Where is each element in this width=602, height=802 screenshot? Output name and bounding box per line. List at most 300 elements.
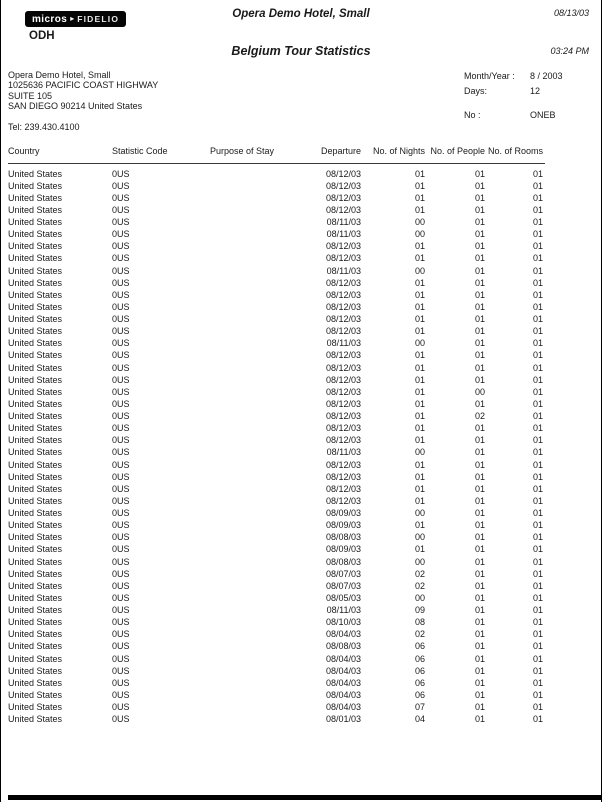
cell-nights: 00 [414, 338, 425, 349]
cell-departure: 08/12/03 [325, 180, 361, 191]
table-row [8, 701, 543, 713]
table-row [8, 592, 543, 604]
cell-departure: 08/12/03 [325, 459, 361, 470]
cell-statistic-code: 0US [112, 217, 130, 227]
cell-country: United States [8, 241, 63, 252]
cell-country: United States [8, 641, 63, 652]
table-row [8, 410, 543, 422]
column-header-purpose-of-stay: Purpose of Stay [210, 146, 275, 156]
cell-statistic-code: 0US [112, 265, 130, 276]
table-body [8, 168, 543, 726]
cell-purpose-of-stay [210, 519, 318, 531]
cell-rooms: 01 [532, 411, 543, 421]
cell-rooms: 01 [532, 253, 543, 264]
cell-nights: 01 [414, 495, 425, 506]
cell-people: 01 [474, 435, 485, 446]
cell-departure: 08/05/03 [325, 592, 361, 603]
cell-rooms: 01 [532, 241, 543, 252]
cell-statistic-code: 0US [112, 168, 130, 179]
cell-nights: 00 [414, 217, 425, 227]
cell-departure: 08/12/03 [325, 435, 361, 446]
cell-departure: 08/08/03 [325, 641, 361, 652]
cell-country: United States [8, 350, 63, 361]
cell-purpose-of-stay [210, 689, 318, 701]
cell-people: 00 [474, 386, 485, 397]
cell-rooms: 01 [532, 702, 543, 712]
cell-country: United States [8, 447, 63, 458]
cell-purpose-of-stay [210, 592, 318, 604]
cell-departure: 08/12/03 [325, 277, 361, 288]
cell-rooms: 01 [532, 435, 543, 446]
cell-departure: 08/12/03 [325, 204, 361, 215]
report-title: Belgium Tour Statistics [231, 44, 371, 58]
cell-departure: 08/12/03 [325, 314, 361, 324]
cell-people: 01 [474, 629, 485, 640]
cell-rooms: 01 [532, 192, 543, 203]
column-header-departure: Departure [320, 146, 361, 156]
cell-rooms: 01 [532, 168, 543, 179]
table-row [8, 362, 543, 374]
cell-departure: 08/10/03 [325, 617, 361, 628]
cell-departure: 08/12/03 [325, 241, 361, 252]
table-row [8, 471, 543, 483]
table-row [8, 337, 543, 349]
cell-purpose-of-stay [210, 459, 318, 471]
page-bottom-bar [8, 795, 602, 800]
cell-nights: 00 [414, 532, 425, 543]
cell-people: 01 [474, 301, 485, 312]
cell-people: 01 [474, 265, 485, 276]
cell-departure: 08/12/03 [325, 301, 361, 312]
cell-purpose-of-stay [210, 192, 318, 204]
cell-rooms: 01 [532, 556, 543, 567]
table-row [8, 495, 543, 507]
cell-nights: 06 [414, 677, 425, 688]
cell-people: 01 [474, 447, 485, 458]
param-month-year-value: 8 / 2003 [530, 71, 563, 81]
cell-country: United States [8, 168, 63, 179]
cell-statistic-code: 0US [112, 483, 130, 494]
cell-departure: 08/11/03 [326, 338, 361, 349]
cell-nights: 01 [414, 544, 425, 555]
table-row [8, 168, 543, 180]
cell-rooms: 01 [532, 689, 543, 700]
cell-people: 01 [474, 568, 485, 579]
cell-country: United States [8, 495, 63, 506]
cell-purpose-of-stay [210, 556, 318, 568]
cell-departure: 08/12/03 [325, 362, 361, 373]
cell-statistic-code: 0US [112, 641, 130, 652]
cell-country: United States [8, 180, 63, 191]
cell-purpose-of-stay [210, 252, 318, 264]
param-days-label: Days: [464, 86, 488, 96]
cell-rooms: 01 [532, 459, 543, 470]
cell-country: United States [8, 229, 63, 240]
param-days [464, 86, 599, 96]
cell-purpose-of-stay [210, 289, 318, 301]
cell-rooms: 01 [532, 374, 543, 385]
table-row [8, 240, 543, 252]
cell-departure: 08/12/03 [325, 350, 361, 361]
cell-rooms: 01 [532, 629, 543, 640]
cell-statistic-code: 0US [112, 495, 130, 506]
cell-country: United States [8, 665, 63, 676]
cell-nights: 01 [414, 423, 425, 434]
cell-nights: 06 [414, 665, 425, 676]
cell-purpose-of-stay [210, 604, 318, 616]
logo-micros-text: micros [32, 13, 68, 25]
cell-nights: 02 [414, 629, 425, 640]
cell-country: United States [8, 544, 63, 555]
cell-people: 01 [474, 217, 485, 227]
cell-country: United States [8, 326, 63, 337]
cell-purpose-of-stay [210, 386, 318, 398]
cell-country: United States [8, 459, 63, 470]
cell-statistic-code: 0US [112, 289, 130, 300]
cell-people: 01 [474, 338, 485, 349]
cell-statistic-code: 0US [112, 605, 130, 615]
cell-nights: 01 [414, 362, 425, 373]
cell-statistic-code: 0US [112, 362, 130, 373]
table-row [8, 446, 543, 458]
cell-rooms: 01 [532, 508, 543, 518]
table-row [8, 580, 543, 592]
param-days-value: 12 [530, 86, 541, 96]
report-time: 03:24 PM [550, 46, 589, 56]
cell-departure: 08/12/03 [325, 386, 361, 397]
cell-people: 01 [474, 289, 485, 300]
cell-country: United States [8, 629, 63, 640]
cell-people: 01 [474, 277, 485, 288]
table-row [8, 374, 543, 386]
cell-country: United States [8, 568, 63, 579]
cell-nights: 01 [414, 277, 425, 288]
table-row [8, 398, 543, 410]
cell-purpose-of-stay [210, 531, 318, 543]
cell-rooms: 01 [532, 447, 543, 458]
param-no [464, 110, 599, 120]
cell-statistic-code: 0US [112, 556, 130, 567]
page-left-border [0, 0, 1, 802]
column-header-no-of-rooms: No. of Rooms [487, 146, 543, 156]
cell-country: United States [8, 435, 63, 446]
cell-statistic-code: 0US [112, 350, 130, 361]
cell-rooms: 01 [532, 617, 543, 628]
table-header [8, 146, 543, 156]
cell-departure: 08/12/03 [325, 411, 361, 421]
cell-people: 01 [474, 362, 485, 373]
cell-rooms: 01 [532, 653, 543, 664]
cell-nights: 02 [414, 568, 425, 579]
cell-departure: 08/04/03 [325, 653, 361, 664]
cell-country: United States [8, 338, 63, 349]
cell-statistic-code: 0US [112, 374, 130, 385]
cell-country: United States [8, 580, 63, 591]
cell-statistic-code: 0US [112, 277, 130, 288]
cell-purpose-of-stay [210, 628, 318, 640]
cell-country: United States [8, 532, 63, 543]
cell-country: United States [8, 520, 63, 531]
cell-rooms: 01 [532, 568, 543, 579]
cell-rooms: 01 [532, 580, 543, 591]
cell-statistic-code: 0US [112, 338, 130, 349]
cell-statistic-code: 0US [112, 520, 130, 531]
cell-nights: 06 [414, 641, 425, 652]
cell-nights: 01 [414, 326, 425, 337]
cell-purpose-of-stay [210, 228, 318, 240]
cell-rooms: 01 [532, 265, 543, 276]
table-row [8, 653, 543, 665]
cell-nights: 02 [414, 580, 425, 591]
cell-rooms: 01 [532, 605, 543, 615]
cell-nights: 04 [414, 714, 425, 725]
cell-nights: 01 [414, 314, 425, 324]
cell-nights: 00 [414, 592, 425, 603]
cell-people: 01 [474, 374, 485, 385]
cell-purpose-of-stay [210, 313, 318, 325]
cell-departure: 08/11/03 [326, 447, 361, 458]
cell-statistic-code: 0US [112, 629, 130, 640]
cell-purpose-of-stay [210, 434, 318, 446]
cell-departure: 08/04/03 [325, 629, 361, 640]
cell-country: United States [8, 277, 63, 288]
cell-people: 01 [474, 592, 485, 603]
table-row [8, 192, 543, 204]
cell-nights: 06 [414, 653, 425, 664]
cell-rooms: 01 [532, 471, 543, 482]
cell-statistic-code: 0US [112, 665, 130, 676]
cell-statistic-code: 0US [112, 301, 130, 312]
cell-rooms: 01 [532, 665, 543, 676]
cell-people: 02 [474, 411, 485, 421]
cell-country: United States [8, 204, 63, 215]
cell-rooms: 01 [532, 592, 543, 603]
cell-purpose-of-stay [210, 507, 318, 519]
cell-country: United States [8, 217, 63, 227]
cell-nights: 01 [414, 386, 425, 397]
cell-rooms: 01 [532, 386, 543, 397]
table-row [8, 604, 543, 616]
table-row [8, 277, 543, 289]
cell-purpose-of-stay [210, 204, 318, 216]
cell-statistic-code: 0US [112, 714, 130, 725]
cell-statistic-code: 0US [112, 447, 130, 458]
hotel-code: ODH [29, 30, 55, 42]
cell-country: United States [8, 253, 63, 264]
table-row [8, 713, 543, 725]
cell-rooms: 01 [532, 217, 543, 227]
cell-departure: 08/01/03 [325, 714, 361, 725]
table-row [8, 180, 543, 192]
cell-purpose-of-stay [210, 265, 318, 277]
cell-country: United States [8, 702, 63, 712]
logo-fidelio-text: FIDELIO [77, 14, 120, 24]
cell-departure: 08/07/03 [325, 580, 361, 591]
cell-rooms: 01 [532, 338, 543, 349]
cell-purpose-of-stay [210, 301, 318, 313]
cell-statistic-code: 0US [112, 580, 130, 591]
cell-purpose-of-stay [210, 410, 318, 422]
cell-statistic-code: 0US [112, 411, 130, 421]
cell-purpose-of-stay [210, 616, 318, 628]
report-hotel-name: Opera Demo Hotel, Small [232, 8, 370, 20]
cell-statistic-code: 0US [112, 204, 130, 215]
cell-people: 01 [474, 665, 485, 676]
cell-people: 01 [474, 495, 485, 506]
cell-statistic-code: 0US [112, 568, 130, 579]
address-line-1: 1025636 PACIFIC COAST HIGHWAY [8, 80, 159, 91]
cell-purpose-of-stay [210, 240, 318, 252]
cell-departure: 08/04/03 [325, 702, 361, 712]
table-row [8, 640, 543, 652]
table-row [8, 616, 543, 628]
cell-country: United States [8, 265, 63, 276]
cell-nights: 01 [414, 180, 425, 191]
logo-arrow-icon: ▸ [70, 14, 75, 23]
cell-statistic-code: 0US [112, 326, 130, 337]
table-row [8, 301, 543, 313]
cell-departure: 08/12/03 [325, 326, 361, 337]
table-row [8, 386, 543, 398]
cell-purpose-of-stay [210, 325, 318, 337]
cell-rooms: 01 [532, 301, 543, 312]
cell-statistic-code: 0US [112, 386, 130, 397]
table-row [8, 531, 543, 543]
cell-country: United States [8, 398, 63, 409]
cell-rooms: 01 [532, 204, 543, 215]
hotel-telephone: Tel: 239.430.4100 [8, 122, 80, 132]
cell-rooms: 01 [532, 398, 543, 409]
cell-statistic-code: 0US [112, 314, 130, 324]
cell-people: 01 [474, 520, 485, 531]
hotel-address-block [8, 70, 158, 112]
cell-rooms: 01 [532, 229, 543, 240]
cell-nights: 06 [414, 689, 425, 700]
cell-departure: 08/12/03 [325, 168, 361, 179]
cell-people: 01 [474, 423, 485, 434]
cell-nights: 01 [414, 289, 425, 300]
cell-country: United States [8, 714, 63, 725]
cell-country: United States [8, 508, 63, 518]
column-header-no-of-people: No. of People [430, 146, 485, 156]
cell-purpose-of-stay [210, 374, 318, 386]
cell-people: 01 [474, 314, 485, 324]
cell-purpose-of-stay [210, 568, 318, 580]
cell-people: 01 [474, 508, 485, 518]
table-row [8, 204, 543, 216]
cell-purpose-of-stay [210, 677, 318, 689]
cell-departure: 08/11/03 [326, 265, 361, 276]
cell-country: United States [8, 362, 63, 373]
cell-rooms: 01 [532, 532, 543, 543]
cell-people: 01 [474, 204, 485, 215]
cell-people: 01 [474, 229, 485, 240]
cell-nights: 00 [414, 447, 425, 458]
cell-people: 01 [474, 580, 485, 591]
cell-purpose-of-stay [210, 277, 318, 289]
cell-statistic-code: 0US [112, 435, 130, 446]
cell-country: United States [8, 605, 63, 615]
cell-departure: 08/11/03 [326, 605, 361, 615]
cell-nights: 00 [414, 508, 425, 518]
cell-rooms: 01 [532, 289, 543, 300]
cell-people: 01 [474, 398, 485, 409]
table-row [8, 325, 543, 337]
cell-people: 01 [474, 556, 485, 567]
cell-country: United States [8, 556, 63, 567]
cell-departure: 08/08/03 [325, 556, 361, 567]
cell-purpose-of-stay [210, 543, 318, 555]
cell-purpose-of-stay [210, 653, 318, 665]
cell-purpose-of-stay [210, 398, 318, 410]
cell-people: 01 [474, 241, 485, 252]
cell-statistic-code: 0US [112, 241, 130, 252]
cell-country: United States [8, 689, 63, 700]
cell-country: United States [8, 301, 63, 312]
table-row [8, 628, 543, 640]
cell-country: United States [8, 386, 63, 397]
param-month-year-label: Month/Year : [464, 71, 515, 81]
address-line-3: SAN DIEGO 90214 United States [8, 101, 143, 112]
cell-nights: 01 [414, 253, 425, 264]
cell-statistic-code: 0US [112, 508, 130, 518]
cell-people: 01 [474, 689, 485, 700]
cell-statistic-code: 0US [112, 677, 130, 688]
cell-nights: 01 [414, 435, 425, 446]
cell-country: United States [8, 592, 63, 603]
cell-nights: 07 [414, 702, 425, 712]
cell-people: 01 [474, 702, 485, 712]
cell-nights: 09 [414, 605, 425, 615]
cell-country: United States [8, 617, 63, 628]
table-row [8, 265, 543, 277]
cell-nights: 01 [414, 520, 425, 531]
cell-country: United States [8, 192, 63, 203]
cell-people: 01 [474, 192, 485, 203]
cell-people: 01 [474, 714, 485, 725]
cell-nights: 00 [414, 556, 425, 567]
cell-purpose-of-stay [210, 483, 318, 495]
cell-rooms: 01 [532, 423, 543, 434]
cell-nights: 01 [414, 301, 425, 312]
cell-purpose-of-stay [210, 168, 318, 180]
cell-nights: 01 [414, 471, 425, 482]
table-row [8, 422, 543, 434]
table-row [8, 483, 543, 495]
cell-statistic-code: 0US [112, 398, 130, 409]
cell-nights: 01 [414, 398, 425, 409]
table-row [8, 228, 543, 240]
cell-people: 01 [474, 483, 485, 494]
table-row [8, 519, 543, 531]
column-header-statistic-code: Statistic Code [112, 146, 168, 156]
cell-rooms: 01 [532, 520, 543, 531]
cell-nights: 08 [414, 617, 425, 628]
cell-purpose-of-stay [210, 701, 318, 713]
cell-departure: 08/12/03 [325, 495, 361, 506]
cell-statistic-code: 0US [112, 253, 130, 264]
cell-people: 01 [474, 253, 485, 264]
cell-purpose-of-stay [210, 471, 318, 483]
cell-country: United States [8, 483, 63, 494]
cell-statistic-code: 0US [112, 617, 130, 628]
cell-rooms: 01 [532, 180, 543, 191]
param-no-label: No : [464, 110, 481, 120]
cell-purpose-of-stay [210, 580, 318, 592]
table-row [8, 216, 543, 228]
cell-nights: 01 [414, 168, 425, 179]
cell-statistic-code: 0US [112, 459, 130, 470]
